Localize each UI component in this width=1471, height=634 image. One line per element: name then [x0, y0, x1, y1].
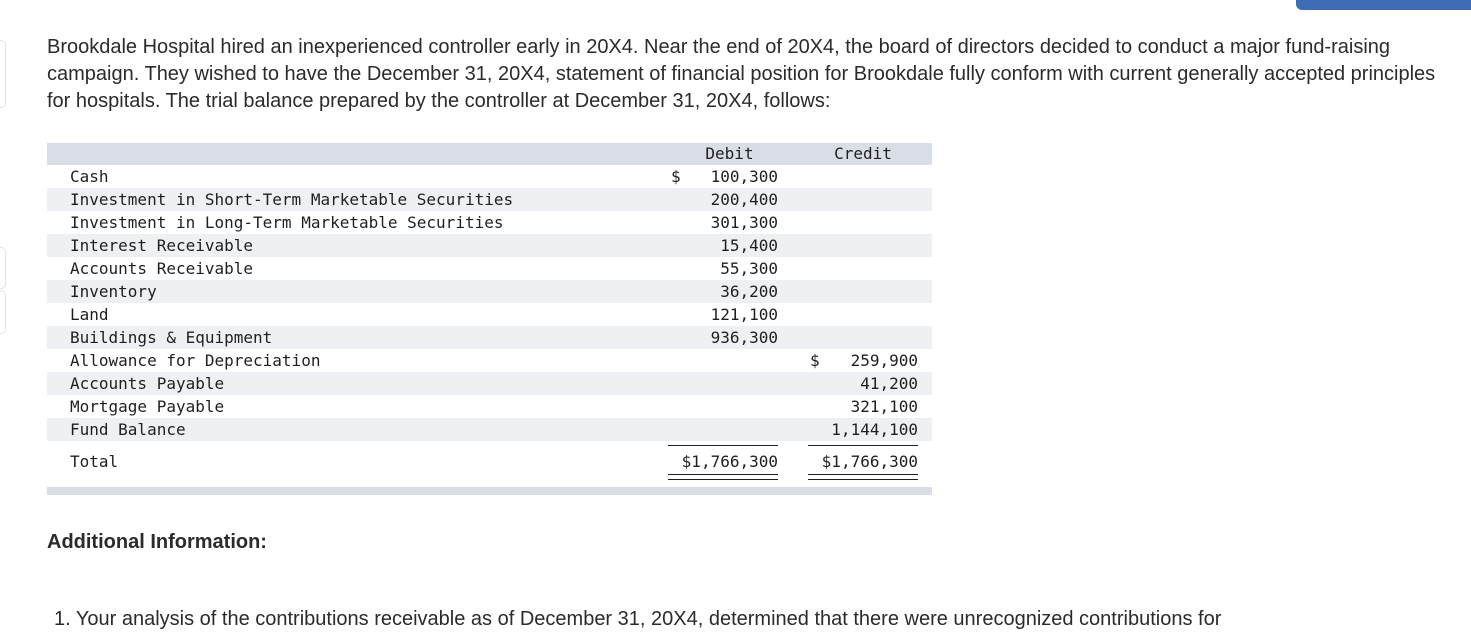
debit-double-underline [668, 474, 778, 480]
total-debit: $1,766,300 [681, 452, 778, 471]
credit-amount: 41,200 [860, 374, 918, 393]
total-label: Total [70, 452, 119, 471]
credit-amount: 321,100 [850, 397, 918, 416]
table-row [47, 257, 932, 280]
account-name: Buildings & Equipment [70, 328, 273, 347]
left-edge-tab [0, 290, 6, 334]
account-name: Interest Receivable [70, 236, 254, 255]
table-row [47, 326, 932, 349]
table-body [47, 165, 932, 441]
table-row [47, 303, 932, 326]
table-row [47, 395, 932, 418]
debit-currency-symbol: $ [671, 167, 681, 186]
credit-currency-symbol: $ [810, 351, 820, 370]
credit-amount: 259,900 [850, 351, 918, 370]
table-row [47, 234, 932, 257]
table-bottom-band [47, 487, 932, 495]
total-credit: $1,766,300 [821, 452, 918, 471]
table-row [47, 349, 932, 372]
account-name: Investment in Long-Term Marketable Securities [70, 213, 504, 232]
credit-underline [808, 445, 918, 446]
additional-info-item-1: 1. Your analysis of the contributions receivable as of December 31, 20X4, determined that there were unrecognized contributions for [54, 608, 1222, 630]
account-name: Allowance for Depreciation [70, 351, 321, 370]
account-name: Fund Balance [70, 420, 186, 439]
table-header-row [47, 143, 932, 165]
credit-amount: 1,144,100 [831, 420, 918, 439]
account-name: Accounts Receivable [70, 259, 254, 278]
account-name: Accounts Payable [70, 374, 225, 393]
debit-amount: 100,300 [710, 167, 778, 186]
debit-amount: 936,300 [710, 328, 778, 347]
debit-header: Debit [705, 144, 754, 163]
problem-intro: Brookdale Hospital hired an inexperienced controller early in 20X4. Near the end of 20X4, the board of directors decided to conduct a major fund-raising campaign. They wished to have the December 31, 20X4, statement of financial position for Brookdale fully conform with current generally accepted principles for hospitals. The trial balance prepared by the controller at December 31, 20X4, follows: [47, 36, 1436, 112]
debit-amount: 36,200 [720, 282, 778, 301]
account-name: Land [70, 305, 109, 324]
table-row [47, 165, 932, 188]
debit-amount: 200,400 [710, 190, 778, 209]
debit-amount: 55,300 [720, 259, 778, 278]
table-row [47, 280, 932, 303]
credit-header: Credit [834, 144, 892, 163]
credit-double-underline [808, 474, 918, 480]
account-name: Investment in Short-Term Marketable Securities [70, 190, 514, 209]
account-name: Inventory [70, 282, 157, 301]
table-row [47, 372, 932, 395]
additional-info-heading: Additional Information: [47, 531, 267, 553]
table-row [47, 418, 932, 441]
table-row [47, 188, 932, 211]
total-row [47, 447, 932, 477]
debit-underline [668, 445, 778, 446]
left-edge-tab [0, 247, 6, 289]
debit-amount: 121,100 [710, 305, 778, 324]
left-edge-tab [0, 40, 6, 108]
trial-balance-table [47, 143, 932, 477]
top-accent-bar [1296, 0, 1471, 10]
debit-amount: 301,300 [710, 213, 778, 232]
table-row [47, 211, 932, 234]
account-name: Mortgage Payable [70, 397, 225, 416]
debit-amount: 15,400 [720, 236, 778, 255]
account-name: Cash [70, 167, 109, 186]
